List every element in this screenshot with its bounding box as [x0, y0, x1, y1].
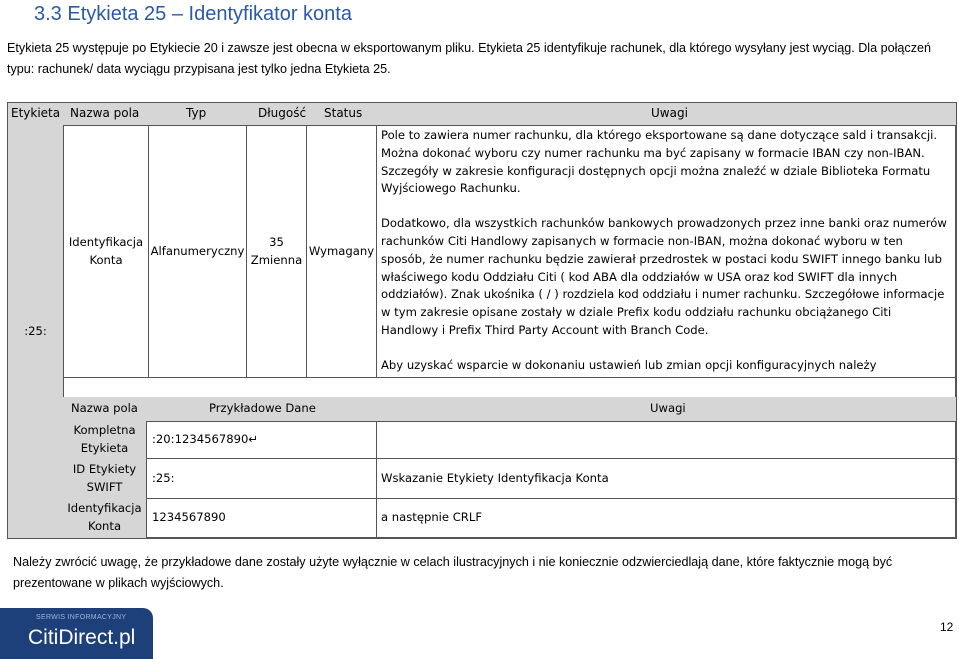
example-header-field-name: Nazwa pola [71, 401, 138, 415]
disclaimer-paragraph: Należy zwrócić uwagę, że przykładowe dane zostały użyte wyłącznie w celach ilustracyjnych i nie koniecznie odzwierciedlają dane, które faktycznie mogą być prezentowane w plikach wyjściowych. [13, 555, 893, 590]
notes-paragraph-1: Pole to zawiera numer rachunku, dla którego eksportowane są dane dotyczące sald i transakcji. Można dokonać wyboru czy numer rachunku ma być zapisany w formacie IBAN czy non-IBAN. Szczegóły w zakresie konfiguracji dostępnych opcji można znaleźć w dziale Biblioteka Formatu Wyjściowego Rachunku. [381, 128, 938, 196]
example-row-1-data [146, 421, 377, 459]
status-value: Wymagany [308, 243, 375, 258]
logo-tagline: SERWIS INFORMACYJNY [36, 614, 127, 621]
example-header-data: Przykładowe Dane [209, 401, 316, 415]
example-row-3-data [146, 498, 377, 538]
example-row-2-notes [376, 458, 956, 499]
field-name-value: Identyfikacja Konta [68, 234, 144, 267]
spacer-row [63, 377, 956, 398]
header-tag: Etykieta [11, 106, 61, 120]
example-row-3-notes [376, 498, 956, 538]
example-row-1-data-text: :20:1234567890↵ [152, 432, 259, 447]
table-header-row [8, 103, 956, 125]
header-notes: Uwagi [651, 106, 688, 120]
header-type: Typ [186, 106, 207, 120]
example-row-2-data-text: :25: [152, 470, 175, 485]
citidirect-logo [0, 608, 153, 659]
logo-brand: CitiDirect.pl [28, 626, 136, 649]
header-status: Status [324, 106, 363, 120]
tag-value: :25: [24, 323, 47, 338]
section-heading: 3.3 Etykieta 25 – Identyfikator konta [34, 3, 352, 25]
type-cell [148, 125, 247, 378]
notes-cell [376, 125, 956, 378]
tag-cell [8, 125, 63, 538]
length-cell [246, 125, 307, 378]
example-row-2-data [146, 458, 377, 499]
page-number: 12 [940, 620, 954, 634]
length-value: 35 [269, 234, 284, 249]
example-row-3-name [63, 498, 146, 538]
example-row-1-name-text: Kompletna Etykieta [73, 423, 136, 455]
type-value: Alfanumeryczny [150, 243, 245, 258]
header-length: Długość [258, 106, 307, 120]
field-spec-table [7, 102, 957, 539]
example-header-row [63, 397, 956, 421]
field-name-cell [63, 125, 149, 378]
example-header-notes: Uwagi [650, 401, 686, 415]
notes-paragraph-3: Aby uzyskać wsparcie w dokonaniu ustawień lub zmian opcji konfiguracyjnych należy [381, 357, 877, 372]
length-kind: Zmienna [250, 252, 303, 267]
example-row-3-notes-text: a następnie CRLF [381, 510, 482, 525]
intro-paragraph: Etykieta 25 występuje po Etykiecie 20 i zawsze jest obecna w eksportowanym pliku. Etykieta 25 identyfikuje rachunek, dla którego wysyłany jest wyciąg. Dla połączeń typu: rachunek/ data wyciągu przypisana jest tylko jedna Etykieta 25. [7, 41, 932, 76]
example-row-3-name-text: Identyfikacja Konta [67, 501, 142, 533]
example-row-3-data-text: 1234567890 [152, 510, 226, 525]
example-row-1-notes [376, 421, 956, 459]
notes-paragraph-2: Dodatkowo, dla wszystkich rachunków bankowych prowadzonych przez inne banki oraz numerów rachunków Citi Handlowy zapisanych w formacie non-IBAN, można dokonać wyboru w ten sposób, że numer rachunku będzie zawierał przedrostek w postaci kodu SWIFT innego banku lub właściwego kodu Oddziału Citi ( kod ABA dla oddziałów w USA oraz kod SWIFT dla innych oddziałów). Znak ukośnika ( / ) rozdziela kod oddziału i numer rachunku. Szczegółowe informacje w tym zakresie opisane zostały w dziale Prefix kodu oddziału rachunku obciążanego Citi Handlowy i Prefix Third Party Account with Branch Code. [381, 216, 947, 337]
status-cell [306, 125, 377, 378]
header-field-name: Nazwa pola [70, 106, 140, 120]
example-row-2-name [63, 458, 146, 499]
example-row-2-name-text: ID Etykiety SWIFT [72, 461, 137, 494]
example-row-2-notes-text: Wskazanie Etykiety Identyfikacja Konta [381, 470, 609, 485]
example-row-1-name [63, 421, 146, 459]
